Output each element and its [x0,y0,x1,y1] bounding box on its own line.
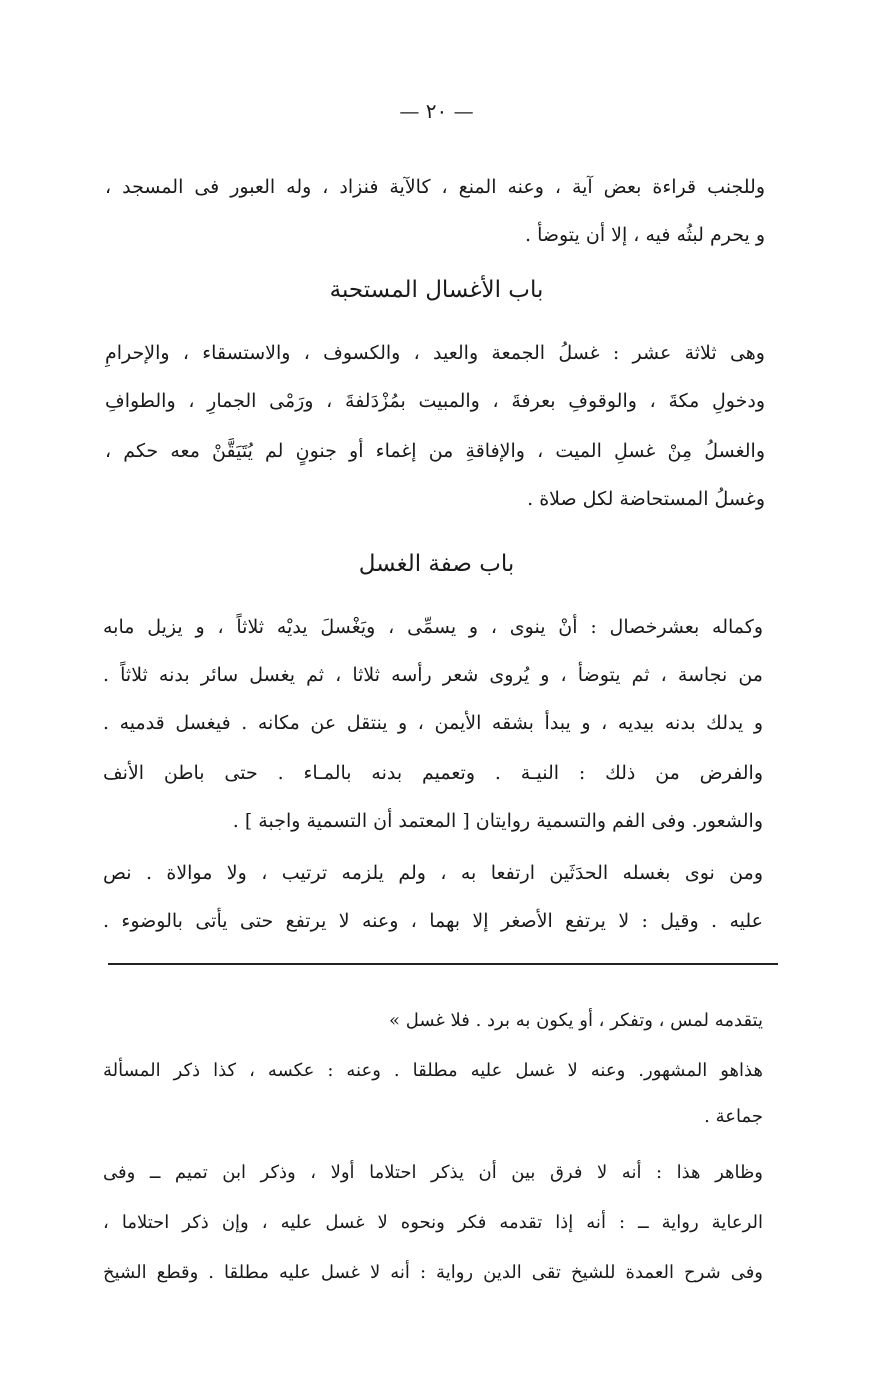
section2-line-3: و يدلك بدنه بيديه ، و يبدأ بشقه الأيمن ، و ينتقل عن مكانه . فيغسل قدميه . [103,712,763,734]
section-heading-ghusl-description: باب صفة الغسل [358,551,515,577]
section-heading-recommended-washings: باب الأغسال المستحبة [329,277,544,303]
section2-line-5: والشعور. وفى الفم والتسمية روايتان [ المعتمد أن التسمية واجبة ] . [232,810,763,832]
section2-line-2: من نجاسة ، ثم يتوضأ ، و يُروى شعر رأسه ثلاثا ، ثم يغسل سائر بدنه ثلاثاً . [103,664,763,686]
section2-line-6: ومن نوى بغسله الحدَثَين ارتفعا به ، ولم يلزمه ترتيب ، ولا موالاة . نص [103,862,763,884]
intro-line-1: وللجنب قراءة بعض آية ، وعنه المنع ، كالآية فنزاد ، وله العبور فى المسجد ، [105,176,765,198]
footnote-line-3: جماعة . [704,1106,763,1127]
footnote-line-2: هذاهو المشهور. وعنه لا غسل عليه مطلقا . وعنه : عكسه ، كذا ذكر المسألة [103,1060,763,1081]
section2-line-4: والفرض من ذلك : النيـة . وتعميم بدنه بالمـاء . حتى باطن الأنف [103,762,763,784]
section1-line-2: ودخولِ مكةَ ، والوقوفِ بعرفةَ ، والمبيت بمُزْدَلفةَ ، ورَمْى الجمارِ ، والطوافِ [105,390,765,412]
footnote-line-5: الرعاية رواية ــ : أنه إذا تقدمه فكر ونحوه لا غسل عليه ، وإن ذكر احتلاما ، [103,1212,763,1233]
section2-line-1: وكماله بعشرخصال : أنْ ينوى ، و يسمِّى ، ويَغْسلَ يديْه ثلاثاً ، و يزيل مابه [103,616,763,638]
section2-line-7: عليه . وقيل : لا يرتفع الأصغر إلا بهما ، وعنه لا يرتفع حتى يأتى بالوضوء . [103,910,763,932]
section1-line-3: والغسلُ مِنْ غسلِ الميت ، والإفاقةِ من إغماء أو جنونٍ لم يُتَيَقَّنْ معه حكم ، [105,440,765,462]
section1-line-1: وهى ثلاثة عشر : غسلُ الجمعة والعيد ، والكسوف ، والاستسقاء ، والإحرامِ [105,342,765,364]
footnote-divider [108,963,778,965]
footnote-line-4: وظاهر هذا : أنه لا فرق بين أن يذكر احتلاما أولا ، وذكر ابن تميم ــ وفى [103,1162,763,1183]
footnote-line-1: يتقدمه لمس ، وتفكر ، أو يكون به برد . فلا غسل » [388,1010,763,1031]
section1-line-4: وغسلُ المستحاضة لكل صلاة . [527,488,765,510]
intro-line-2: و يحرم لبثُه فيه ، إلا أن يتوضأ . [524,224,765,246]
page-number: — ٢٠ — [399,99,474,123]
footnote-line-6: وفى شرح العمدة للشيخ تقى الدين رواية : أنه لا غسل عليه مطلقا . وقطع الشيخ [103,1262,763,1283]
